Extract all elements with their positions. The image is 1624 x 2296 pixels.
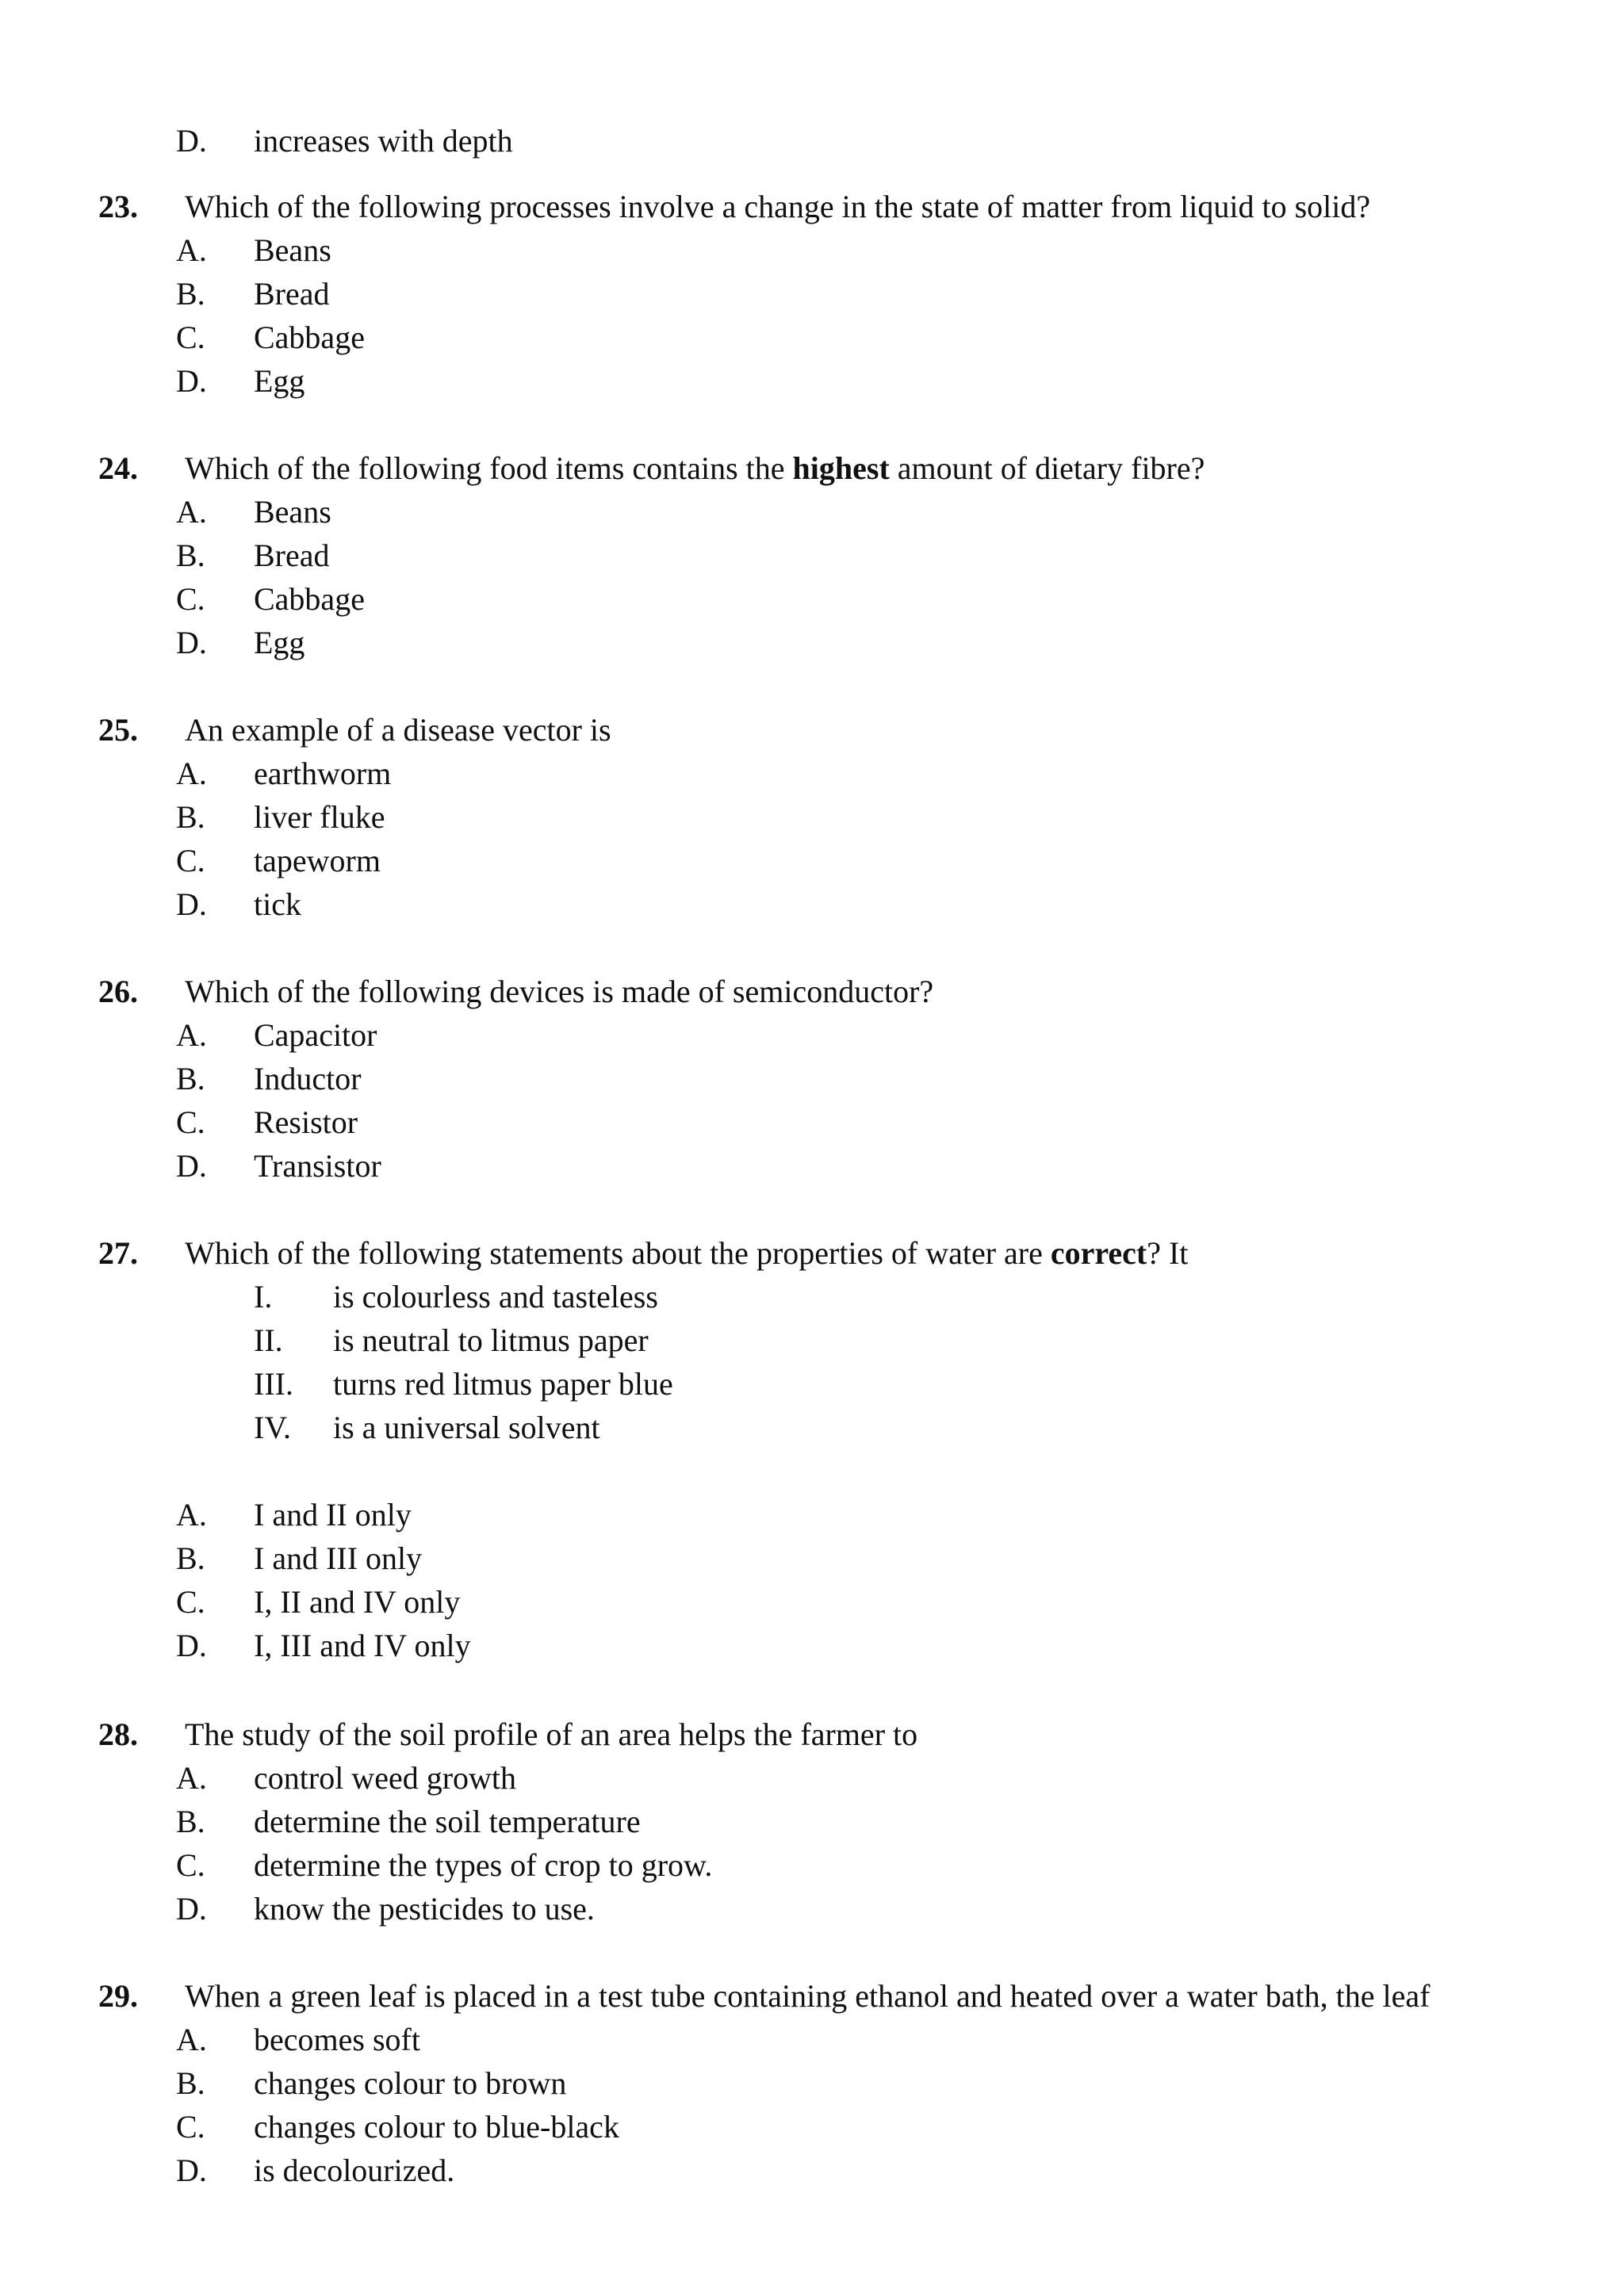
statement-numeral: II.: [254, 1322, 283, 1358]
option-text: Bread: [254, 276, 330, 312]
question-text: Which of the following devices is made of semiconductor?: [185, 974, 934, 1009]
option-letter: D.: [176, 886, 207, 922]
option-text: determine the types of crop to grow.: [254, 1847, 713, 1883]
option-row-b: [0, 1057, 1624, 1100]
option-letter: D.: [176, 625, 207, 660]
question-27: [0, 1231, 1624, 1667]
option-text: Resistor: [254, 1104, 358, 1140]
option-row-d: [0, 1144, 1624, 1188]
option-row-a: [0, 1756, 1624, 1800]
option-text: changes colour to blue-black: [254, 2109, 619, 2145]
option-letter: B.: [176, 2065, 205, 2101]
option-row-d: [0, 359, 1624, 403]
option-letter: C.: [176, 1104, 205, 1140]
option-row-a: [0, 2018, 1624, 2061]
option-letter: A.: [176, 2022, 207, 2057]
statement-text: is neutral to litmus paper: [333, 1322, 649, 1358]
spacer: [0, 1449, 1624, 1493]
statement-numeral: I.: [254, 1279, 273, 1314]
option-row-a: [0, 1013, 1624, 1057]
option-text: is decolourized.: [254, 2152, 455, 2188]
option-letter: A.: [176, 756, 207, 791]
question-row: [0, 970, 1624, 1013]
option-text: liver fluke: [254, 799, 385, 835]
question-text-emphasis: correct: [1050, 1235, 1147, 1271]
option-text: Cabbage: [254, 581, 365, 617]
option-text: Egg: [254, 625, 305, 660]
option-letter: C.: [176, 1847, 205, 1883]
option-letter: A.: [176, 1497, 207, 1533]
question-number: 27.: [98, 1235, 138, 1271]
question-text-before: Which of the following food items contains the: [185, 450, 793, 486]
option-letter: C.: [176, 581, 205, 617]
question-number: 25.: [98, 712, 138, 748]
option-text: increases with depth: [254, 123, 513, 159]
question-text-after: ? It: [1147, 1235, 1189, 1271]
question-row: [0, 185, 1624, 228]
option-letter: B.: [176, 799, 205, 835]
option-row-b: [0, 272, 1624, 316]
question-row: [0, 446, 1624, 490]
question-28: [0, 1712, 1624, 1931]
question-29: [0, 1974, 1624, 2192]
question-row: [0, 708, 1624, 752]
option-letter: D.: [176, 1148, 207, 1184]
option-row-d: [0, 2149, 1624, 2192]
option-row-d: [0, 621, 1624, 664]
option-letter: B.: [176, 1804, 205, 1839]
option-text: Capacitor: [254, 1017, 377, 1053]
question-number: 28.: [98, 1716, 138, 1752]
option-row-b: [0, 1536, 1624, 1580]
statement-row-1: [0, 1275, 1624, 1318]
option-letter: A.: [176, 494, 207, 530]
option-letter: B.: [176, 538, 205, 573]
option-row-c: [0, 1100, 1624, 1144]
option-row-d: [0, 1887, 1624, 1931]
option-letter: D.: [176, 1891, 207, 1927]
option-text: I, III and IV only: [254, 1628, 471, 1663]
carried-over-option: [0, 119, 1624, 163]
question-text: When a green leaf is placed in a test tube containing ethanol and heated over a water bath, the leaf: [185, 1978, 1431, 2014]
option-row-c: [0, 316, 1624, 359]
option-row-d: [0, 882, 1624, 926]
option-letter: A.: [176, 232, 207, 268]
option-letter: D.: [176, 1628, 207, 1663]
option-text: changes colour to brown: [254, 2065, 567, 2101]
option-letter: B.: [176, 276, 205, 312]
statement-text: is a universal solvent: [333, 1410, 600, 1445]
option-letter: B.: [176, 1061, 205, 1096]
option-text: Inductor: [254, 1061, 362, 1096]
option-letter: B.: [176, 1540, 205, 1576]
question-text: The study of the soil profile of an area helps the farmer to: [185, 1716, 918, 1752]
option-row-a: [0, 490, 1624, 534]
statement-row-3: [0, 1362, 1624, 1406]
question-row: [0, 1974, 1624, 2018]
option-row-c: [0, 2105, 1624, 2149]
option-text: I and II only: [254, 1497, 412, 1533]
question-25: [0, 708, 1624, 926]
option-row-a: [0, 752, 1624, 795]
option-row-c: [0, 1580, 1624, 1624]
option-text: determine the soil temperature: [254, 1804, 641, 1839]
question-row: [0, 1231, 1624, 1275]
option-text: Cabbage: [254, 320, 365, 355]
option-row-b: [0, 795, 1624, 839]
option-text: Bread: [254, 538, 330, 573]
option-text: I, II and IV only: [254, 1584, 461, 1620]
option-letter: C.: [176, 2109, 205, 2145]
question-text: Which of the following processes involve a change in the state of matter from liquid to solid?: [185, 189, 1371, 224]
question-23: [0, 185, 1624, 403]
statement-row-4: [0, 1406, 1624, 1449]
option-row-c: [0, 839, 1624, 882]
option-text: Egg: [254, 363, 305, 399]
question-number: 24.: [98, 450, 138, 486]
question-text: [185, 446, 1205, 490]
option-text: becomes soft: [254, 2022, 420, 2057]
question-text: An example of a disease vector is: [185, 712, 611, 748]
option-row: [0, 119, 1624, 163]
option-text: earthworm: [254, 756, 392, 791]
option-row-a: [0, 1493, 1624, 1536]
option-row-b: [0, 2061, 1624, 2105]
question-text-emphasis: highest: [792, 450, 890, 486]
option-row-d: [0, 1624, 1624, 1667]
option-text: tapeworm: [254, 843, 381, 878]
option-text: I and III only: [254, 1540, 423, 1576]
question-row: [0, 1712, 1624, 1756]
question-text: [185, 1231, 1188, 1275]
statement-text: is colourless and tasteless: [333, 1279, 658, 1314]
option-row-b: [0, 1800, 1624, 1843]
question-26: [0, 970, 1624, 1188]
question-number: 23.: [98, 189, 138, 224]
option-row-c: [0, 1843, 1624, 1887]
option-row-a: [0, 228, 1624, 272]
option-text: control weed growth: [254, 1760, 517, 1796]
option-letter: C.: [176, 320, 205, 355]
statement-numeral: III.: [254, 1366, 293, 1402]
option-letter: A.: [176, 1760, 207, 1796]
option-row-b: [0, 534, 1624, 577]
option-row-c: [0, 577, 1624, 621]
question-number: 26.: [98, 974, 138, 1009]
question-text-before: Which of the following statements about the properties of water are: [185, 1235, 1051, 1271]
question-text-after: amount of dietary fibre?: [889, 450, 1205, 486]
option-letter: D.: [176, 123, 207, 159]
option-letter: D.: [176, 2152, 207, 2188]
question-number: 29.: [98, 1978, 138, 2014]
statement-row-2: [0, 1318, 1624, 1362]
option-letter: A.: [176, 1017, 207, 1053]
question-24: [0, 446, 1624, 664]
option-text: Beans: [254, 494, 331, 530]
option-text: know the pesticides to use.: [254, 1891, 595, 1927]
option-text: Transistor: [254, 1148, 381, 1184]
statement-numeral: IV.: [254, 1410, 292, 1445]
option-text: tick: [254, 886, 301, 922]
option-letter: D.: [176, 363, 207, 399]
statement-text: turns red litmus paper blue: [333, 1366, 673, 1402]
option-letter: C.: [176, 843, 205, 878]
option-letter: C.: [176, 1584, 205, 1620]
option-text: Beans: [254, 232, 331, 268]
